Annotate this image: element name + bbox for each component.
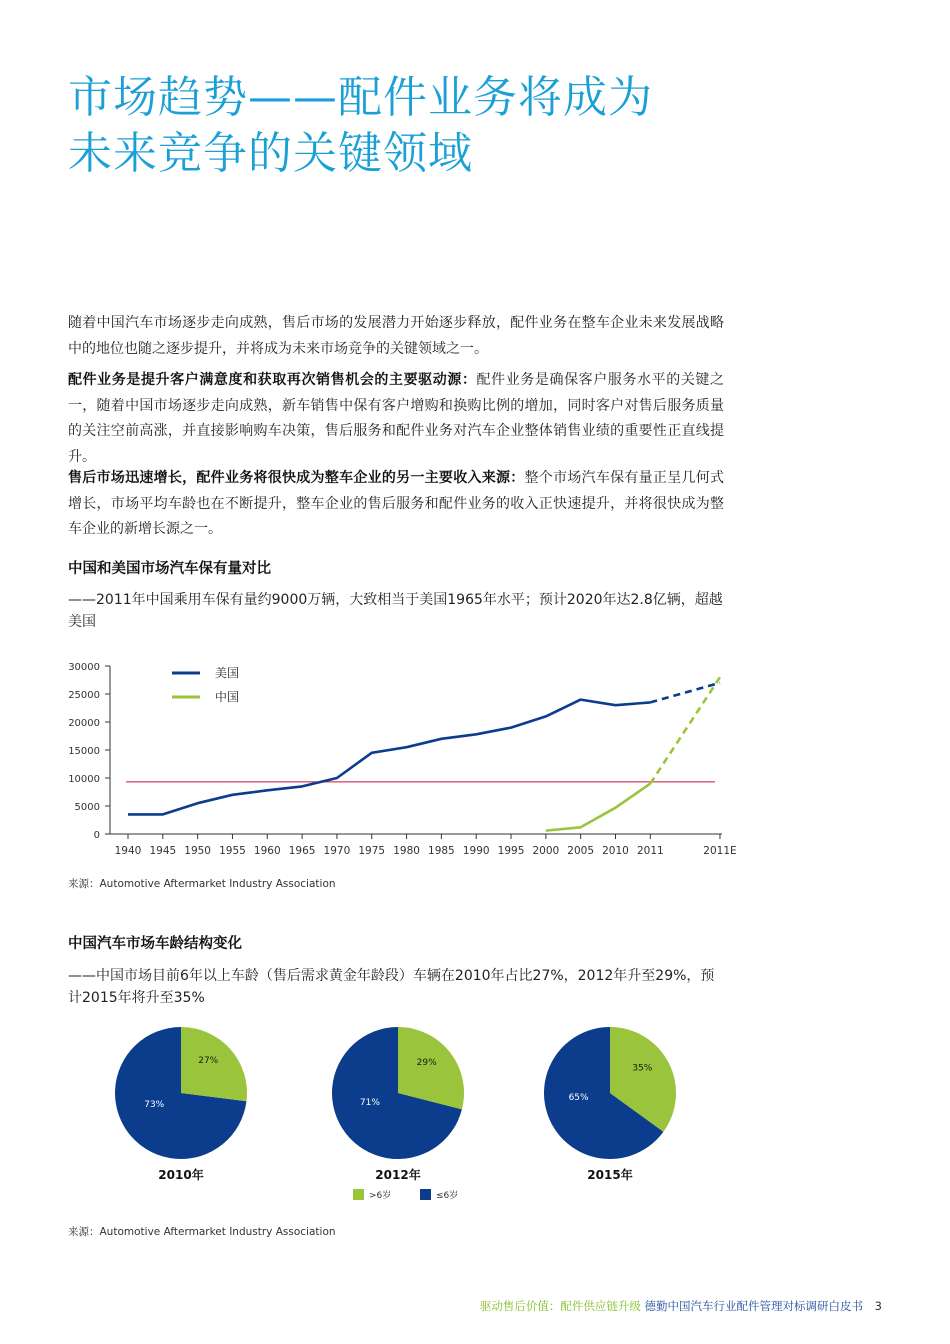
source-note-1: 来源：Automotive Aftermarket Industry Association — [68, 878, 336, 890]
section-subtitle-age: ——中国市场目前6年以上车龄（售后需求黄金年龄段）车辆在2010年占比27%，2012年升至29%，预计2015年将升至35% — [68, 968, 715, 1006]
section-subtitle-ownership: ——2011年中国乘用车保有量约9000万辆，大致相当于美国1965年水平；预计2020年达2.8亿辆，超越美国 — [68, 592, 723, 630]
x-tick-label: 1950 — [184, 845, 212, 857]
y-tick-label: 10000 — [68, 774, 100, 785]
legend-swatch-over-6 — [353, 1189, 364, 1200]
pie-charts — [100, 1020, 700, 1210]
pie-title: 2012年 — [375, 1168, 421, 1182]
title-line-1: 市场趋势——配件业务将成为 — [68, 72, 653, 123]
section-heading-age: 中国汽车市场车龄结构变化 — [68, 936, 242, 952]
legend-label-under-6: ≤6岁 — [436, 1191, 459, 1201]
x-tick-label: 1990 — [462, 845, 490, 857]
pie-label-over-6: 27% — [198, 1055, 219, 1066]
legend-label-usa: 美国 — [215, 666, 240, 680]
x-tick-label: 1975 — [358, 845, 386, 857]
y-tick-label: 25000 — [68, 690, 100, 701]
section-heading-ownership: 中国和美国市场汽车保有量对比 — [68, 561, 271, 577]
pie-label-over-6: 29% — [416, 1057, 437, 1068]
line-chart — [60, 655, 740, 865]
paragraph-revenue-body: 整个市场汽车保有量正呈几何式增长，市场平均车龄也在不断提升，整车企业的售后服务和配件业务的收入正快速提升，并将很快成为整车企业的新增长源之一。 — [68, 470, 724, 537]
page-footer — [480, 1298, 882, 1314]
x-tick-label: 2010 — [602, 845, 629, 857]
y-tick-label: 15000 — [68, 746, 100, 757]
page-title — [68, 70, 888, 182]
paragraph-driver-body: 配件业务是确保客户服务水平的关键之一，随着中国市场逐步走向成熟，新车销售中保有客户增购和换购比例的增加，同时客户对售后服务质量的关注空前高涨，并直接影响购车决策，售后服务和配件业务对汽车企业整体销售业绩的重要性正直线提升。 — [68, 372, 725, 465]
x-tick-label: 2000 — [532, 845, 560, 857]
x-tick-label: 1965 — [288, 845, 316, 857]
paragraph-revenue-lead: 售后市场迅速增长，配件业务将很快成为整车企业的另一主要收入来源： — [68, 470, 525, 486]
page-number: 3 — [874, 1299, 882, 1313]
pie-label-over-6: 35% — [632, 1063, 653, 1074]
paragraph-driver — [68, 368, 724, 470]
series-line-china — [546, 784, 650, 831]
x-tick-label: 1960 — [253, 845, 281, 857]
pie-label-under-6: 71% — [359, 1098, 380, 1109]
x-tick-label: 1940 — [114, 845, 142, 857]
title-line-2: 未来竞争的关键领域 — [68, 128, 473, 179]
y-tick-label: 0 — [93, 830, 100, 841]
legend-swatch-under-6 — [420, 1189, 431, 1200]
source-note-2: 来源：Automotive Aftermarket Industry Association — [68, 1226, 336, 1238]
y-tick-label: 30000 — [68, 662, 100, 673]
legend-label-over-6: >6岁 — [369, 1191, 392, 1201]
paragraph-driver-lead: 配件业务是提升客户满意度和获取再次销售机会的主要驱动源： — [68, 372, 477, 388]
x-tick-label: 1945 — [149, 845, 177, 857]
x-tick-label: 2011E — [703, 845, 737, 857]
x-tick-label: 1995 — [497, 845, 525, 857]
x-tick-label: 1970 — [323, 845, 351, 857]
paragraph-intro: 随着中国汽车市场逐步走向成熟，售后市场的发展潜力开始逐步释放，配件业务在整车企业未来发展战略中的地位也随之逐步提升，并将成为未来市场竞争的关键领域之一。 — [68, 315, 724, 357]
series-line-usa — [128, 700, 650, 815]
pie-title: 2015年 — [587, 1168, 633, 1182]
x-tick-label: 1955 — [219, 845, 246, 857]
pie-title: 2010年 — [158, 1168, 204, 1182]
pie-label-under-6: 65% — [568, 1092, 589, 1103]
x-tick-label: 1985 — [428, 845, 455, 857]
legend-label-china: 中国 — [215, 690, 240, 704]
footer-report-title: 德勤中国汽车行业配件管理对标调研白皮书 — [644, 1299, 864, 1313]
x-tick-label: 1980 — [393, 845, 420, 857]
paragraph-revenue — [68, 466, 724, 543]
y-tick-label: 20000 — [68, 718, 100, 729]
y-tick-label: 5000 — [74, 802, 100, 813]
x-tick-label: 2005 — [567, 845, 595, 857]
footer-series-title: 驱动售后价值：配件供应链升级 — [479, 1299, 641, 1313]
x-tick-label: 2011 — [636, 845, 664, 857]
pie-label-under-6: 73% — [144, 1099, 165, 1110]
